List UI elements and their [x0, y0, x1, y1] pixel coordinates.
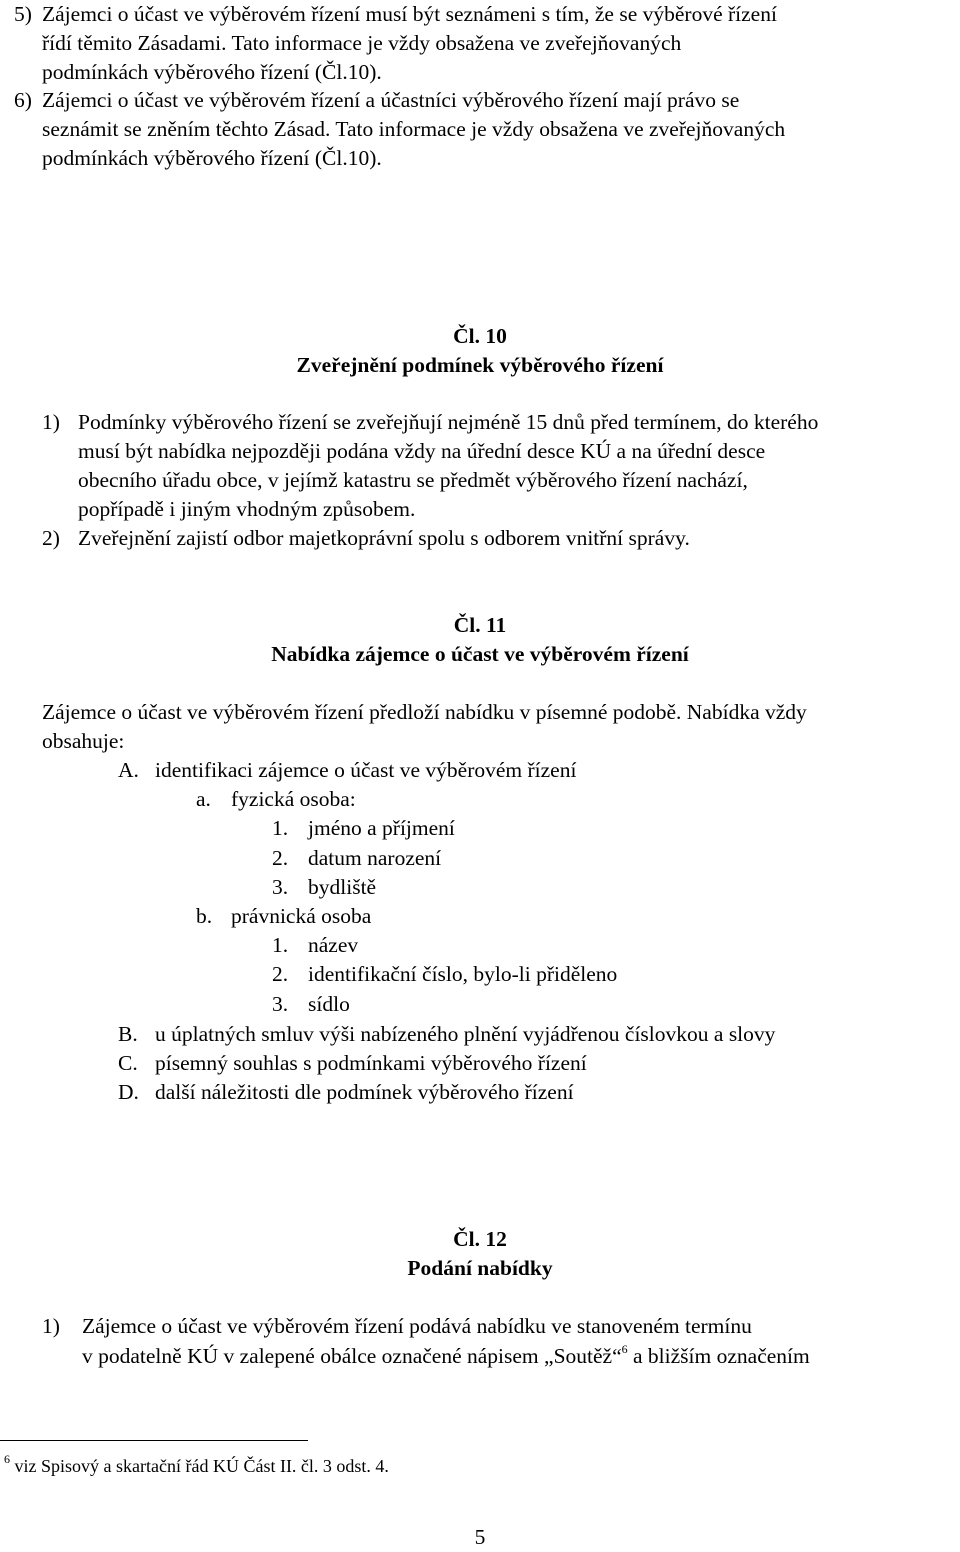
list-marker: 1. [272, 933, 289, 957]
list-item: fyzická osoba: [231, 787, 356, 811]
article-10-p1-line-4: popřípadě i jiným vhodným způsobem. [78, 497, 416, 521]
item-5-line-3: podmínkách výběrového řízení (Čl.10). [42, 60, 382, 84]
footnote-reference[interactable]: 6 [621, 1341, 628, 1356]
list-marker: 2. [272, 962, 289, 986]
list-item: identifikaci zájemce o účast ve výběrovém řízení [155, 758, 577, 782]
list-item: jméno a příjmení [308, 816, 455, 840]
list-item: další náležitosti dle podmínek výběrového řízení [155, 1080, 574, 1104]
list-item: datum narození [308, 846, 442, 870]
list-marker: 3. [272, 992, 289, 1016]
list-item: u úplatných smluv výši nabízeného plnění vyjádřenou číslovkou a slovy [155, 1022, 776, 1046]
article-10-p2-line: Zveřejnění zajistí odbor majetkoprávní spolu s odborem vnitřní správy. [78, 526, 690, 550]
article-12-heading: Čl. 12 [453, 1227, 507, 1251]
list-marker: C. [118, 1051, 138, 1075]
article-12-p1-line-1: Zájemce o účast ve výběrovém řízení podává nabídku ve stanoveném termínu [82, 1314, 752, 1338]
list-item: písemný souhlas s podmínkami výběrového řízení [155, 1051, 587, 1075]
footnote-divider [0, 1440, 308, 1441]
list-marker: a. [196, 787, 211, 811]
article-12-p1-line-2-end: a bližším označením [627, 1344, 810, 1368]
list-item: sídlo [308, 992, 350, 1016]
article-11-heading: Čl. 11 [453, 613, 507, 637]
list-item: právnická osoba [231, 904, 372, 928]
article-12-p1-number: 1) [42, 1314, 60, 1338]
article-11-title: Nabídka zájemce o účast ve výběrovém řízení [271, 642, 689, 666]
item-5-number: 5) [14, 2, 32, 26]
footnote [4, 1452, 389, 1477]
article-10-title: Zveřejnění podmínek výběrového řízení [296, 353, 664, 377]
list-marker: 1. [272, 816, 289, 840]
article-12-p1-line-2 [82, 1342, 810, 1371]
item-6-line-3: podmínkách výběrového řízení (Čl.10). [42, 146, 382, 170]
article-11-intro-line-1: Zájemce o účast ve výběrovém řízení předloží nabídku v písemné podobě. Nabídka vždy [42, 700, 807, 724]
list-item: název [308, 933, 359, 957]
item-6-number: 6) [14, 88, 32, 112]
item-5-line-2: řídí těmito Zásadami. Tato informace je vždy obsažena ve zveřejňovaných [42, 31, 682, 55]
list-marker: A. [118, 758, 139, 782]
list-marker: 3. [272, 875, 289, 899]
item-6-line-1: Zájemci o účast ve výběrovém řízení a účastníci výběrového řízení mají právo se [42, 88, 740, 112]
item-6-line-2: seznámit se zněním těchto Zásad. Tato informace je vždy obsažena ve zveřejňovaných [42, 117, 786, 141]
page-number: 5 [474, 1525, 486, 1549]
article-11-intro-line-2: obsahuje: [42, 729, 125, 753]
item-5-line-1: Zájemci o účast ve výběrovém řízení musí být seznámeni s tím, že se výběrové řízení [42, 2, 777, 26]
list-item: bydliště [308, 875, 377, 899]
article-10-p1-number: 1) [42, 410, 60, 434]
article-12-title: Podání nabídky [407, 1256, 553, 1280]
list-marker: b. [196, 904, 213, 928]
footnote-mark: 6 [4, 1452, 10, 1466]
footnote-text: viz Spisový a skartační řád KÚ Část II. čl. 3 odst. 4. [10, 1456, 389, 1476]
list-marker: B. [118, 1022, 138, 1046]
list-marker: D. [118, 1080, 139, 1104]
article-10-p2-number: 2) [42, 526, 60, 550]
article-10-heading: Čl. 10 [453, 324, 507, 348]
article-10-p1-line-3: obecního úřadu obce, v jejímž katastru se předmět výběrového řízení nachází, [78, 468, 748, 492]
article-10-p1-line-2: musí být nabídka nejpozději podána vždy na úřední desce KÚ a na úřední desce [78, 439, 766, 463]
list-marker: 2. [272, 846, 289, 870]
article-10-p1-line-1: Podmínky výběrového řízení se zveřejňují nejméně 15 dnů před termínem, do kterého [78, 410, 819, 434]
article-12-p1-line-2-start: v podatelně KÚ v zalepené obálce označené nápisem „Soutěž“ [82, 1344, 622, 1368]
list-item: identifikační číslo, bylo-li přiděleno [308, 962, 618, 986]
